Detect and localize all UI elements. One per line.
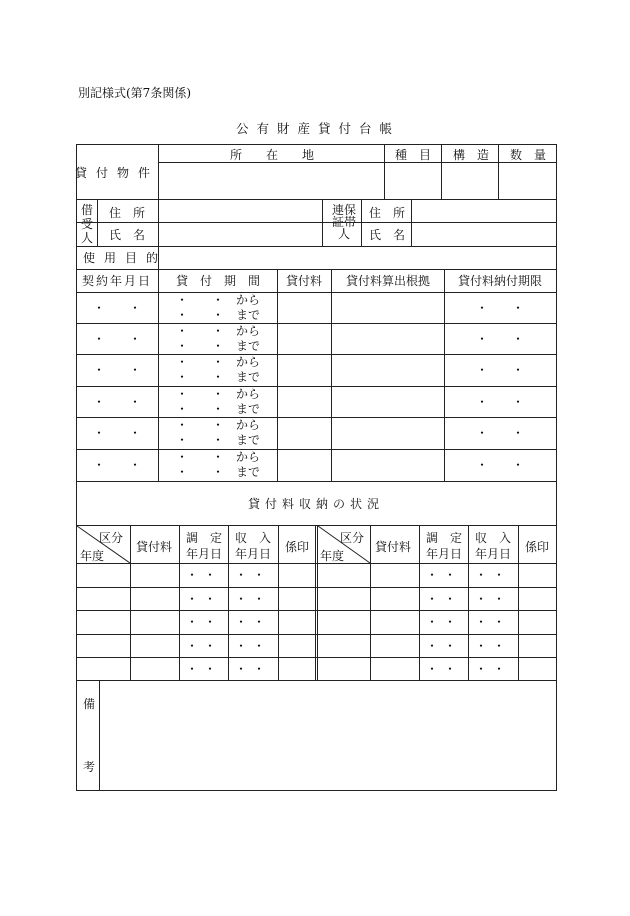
assess-col-right-2: 年月日 bbox=[425, 547, 463, 561]
due-date-dots: ・ ・ bbox=[475, 332, 525, 346]
purpose-label: 使用目的 bbox=[83, 251, 168, 265]
seal-col-right: 係印 bbox=[524, 540, 550, 554]
period-to-dots: ・ ・ bbox=[176, 402, 225, 416]
collection-date-dots: ・・ bbox=[474, 615, 512, 629]
collection-date-dots: ・・ bbox=[474, 662, 512, 676]
collection-date-dots: ・・ bbox=[185, 615, 223, 629]
period-from-label: から bbox=[236, 355, 261, 369]
guarantor-side-label: 連保証帯人 bbox=[331, 203, 356, 241]
location-header: 所 在 地 bbox=[229, 148, 315, 162]
period-to-dots: ・ ・ bbox=[176, 308, 225, 322]
collection-date-dots: ・・ bbox=[425, 662, 463, 676]
collection-date-dots: ・・ bbox=[185, 568, 223, 582]
structure-header: 構 造 bbox=[452, 148, 490, 162]
period-from-label: から bbox=[236, 387, 261, 401]
collection-date-dots: ・・ bbox=[234, 615, 272, 629]
period-from-label: から bbox=[236, 450, 261, 464]
period-from-label: から bbox=[236, 293, 261, 307]
period-from-dots: ・ ・ bbox=[176, 324, 225, 338]
period-from-dots: ・ ・ bbox=[176, 355, 225, 369]
collection-date-dots: ・・ bbox=[234, 662, 272, 676]
period-to-label: まで bbox=[236, 339, 261, 353]
collection-date-dots: ・・ bbox=[185, 639, 223, 653]
collection-title: 貸付料収納の状況 bbox=[247, 497, 385, 511]
contract-date-dots: ・ ・ bbox=[92, 363, 142, 377]
kubun-label-right: 区分 bbox=[340, 531, 365, 545]
kubun-label-left: 区分 bbox=[99, 531, 124, 545]
contract-date-dots: ・ ・ bbox=[92, 458, 142, 472]
type-header: 種 目 bbox=[394, 148, 432, 162]
nendo-label-left: 年度 bbox=[80, 549, 105, 563]
contract-date-dots: ・ ・ bbox=[92, 332, 142, 346]
due-date-dots: ・ ・ bbox=[475, 363, 525, 377]
contract-date-dots: ・ ・ bbox=[92, 301, 142, 315]
borrower-side-label: 借 受 人 bbox=[81, 203, 94, 245]
period-from-label: から bbox=[236, 418, 261, 432]
due-header: 貸付料納付期限 bbox=[457, 274, 543, 288]
receipt-col-left-1: 収 入 bbox=[234, 531, 272, 545]
period-from-dots: ・ ・ bbox=[176, 293, 225, 307]
collection-date-dots: ・・ bbox=[425, 568, 463, 582]
collection-date-dots: ・・ bbox=[234, 639, 272, 653]
period-to-label: まで bbox=[236, 308, 261, 322]
collection-date-dots: ・・ bbox=[234, 592, 272, 606]
period-to-label: まで bbox=[236, 433, 261, 447]
borrower-name-label: 氏 名 bbox=[108, 228, 146, 242]
collection-date-dots: ・・ bbox=[474, 592, 512, 606]
collection-date-dots: ・・ bbox=[474, 568, 512, 582]
page-title: 公有財産貸付台帳 bbox=[235, 121, 401, 136]
period-to-dots: ・ ・ bbox=[176, 339, 225, 353]
due-date-dots: ・ ・ bbox=[475, 301, 525, 315]
guarantor-name-label: 氏 名 bbox=[368, 228, 406, 242]
assess-col-left-1: 調 定 bbox=[185, 531, 223, 545]
collection-date-dots: ・・ bbox=[425, 615, 463, 629]
period-from-dots: ・ ・ bbox=[176, 418, 225, 432]
period-to-dots: ・ ・ bbox=[176, 465, 225, 479]
fee-col-left: 貸付料 bbox=[135, 540, 173, 554]
receipt-col-right-1: 収 入 bbox=[474, 531, 512, 545]
collection-date-dots: ・・ bbox=[234, 568, 272, 582]
period-to-label: まで bbox=[236, 402, 261, 416]
collection-date-dots: ・・ bbox=[185, 662, 223, 676]
basis-header: 貸付料算出根拠 bbox=[345, 274, 431, 288]
period-from-dots: ・ ・ bbox=[176, 387, 225, 401]
collection-date-dots: ・・ bbox=[425, 639, 463, 653]
period-from-dots: ・ ・ bbox=[176, 450, 225, 464]
period-from-label: から bbox=[236, 324, 261, 338]
outer-border bbox=[74, 145, 557, 791]
fee-header: 貸付料 bbox=[285, 274, 323, 288]
period-header: 貸 付 期 間 bbox=[175, 274, 261, 288]
remarks-label-2: 考 bbox=[83, 760, 96, 774]
period-to-label: まで bbox=[236, 465, 261, 479]
due-date-dots: ・ ・ bbox=[475, 395, 525, 409]
period-to-label: まで bbox=[236, 370, 261, 384]
assess-col-right-1: 調 定 bbox=[425, 531, 463, 545]
fee-col-right: 貸付料 bbox=[374, 540, 412, 554]
borrower-address-label: 住 所 bbox=[108, 206, 146, 220]
receipt-col-left-2: 年月日 bbox=[234, 547, 272, 561]
form-reference: 別記様式(第7条関係) bbox=[78, 86, 191, 100]
contract-date-dots: ・ ・ bbox=[92, 395, 142, 409]
seal-col-left: 係印 bbox=[284, 540, 310, 554]
quantity-header: 数 量 bbox=[509, 148, 547, 162]
due-date-dots: ・ ・ bbox=[475, 458, 525, 472]
property-label: 貸付物件 bbox=[74, 166, 160, 180]
due-date-dots: ・ ・ bbox=[475, 426, 525, 440]
guarantor-address-label: 住 所 bbox=[368, 206, 406, 220]
receipt-col-right-2: 年月日 bbox=[474, 547, 512, 561]
collection-date-dots: ・・ bbox=[185, 592, 223, 606]
collection-date-dots: ・・ bbox=[425, 592, 463, 606]
collection-date-dots: ・・ bbox=[474, 639, 512, 653]
nendo-label-right: 年度 bbox=[320, 549, 345, 563]
period-to-dots: ・ ・ bbox=[176, 370, 225, 384]
contract-date-header: 契約年月日 bbox=[81, 274, 153, 288]
assess-col-left-2: 年月日 bbox=[185, 547, 223, 561]
period-to-dots: ・ ・ bbox=[176, 433, 225, 447]
remarks-label-1: 備 bbox=[83, 697, 96, 711]
contract-date-dots: ・ ・ bbox=[92, 426, 142, 440]
